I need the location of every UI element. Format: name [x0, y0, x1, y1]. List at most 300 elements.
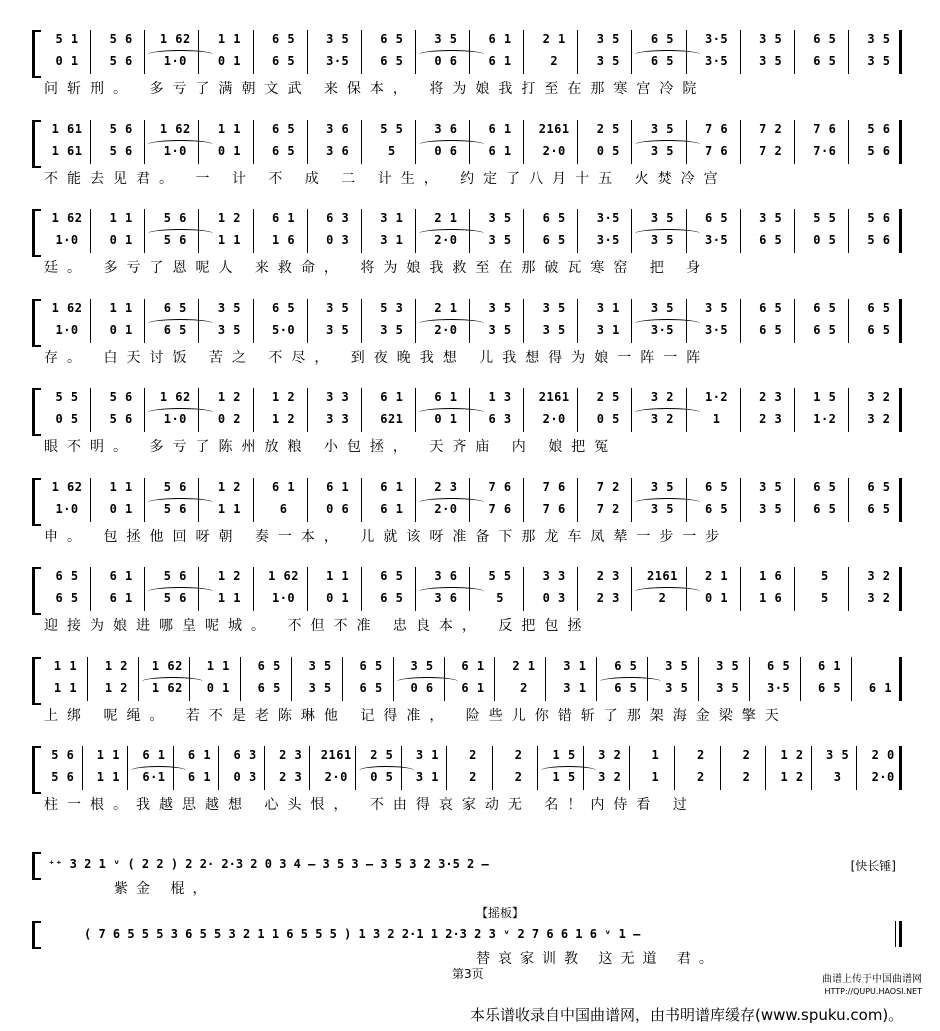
measure-notes: 7 6 [813, 121, 837, 136]
measure-notes: 3 5 [308, 658, 332, 673]
measure-notes: 3 5 [326, 322, 350, 337]
measure-notes: 6 1 [271, 211, 296, 225]
upper-voice-line [44, 390, 904, 410]
measure-notes: 7 6 [488, 479, 512, 494]
measure-notes: 6 5 [813, 32, 837, 46]
measure-notes: 1 62 [51, 300, 83, 315]
measure-notes: 3 5 [650, 211, 675, 225]
upper-voice-line [44, 569, 904, 589]
lyric-line: 问斩刑。 多亏了满朝文武 来保本， 将为娘我打至在那寒宫冷院 [44, 81, 706, 97]
measure-notes: 2·0 [434, 233, 458, 247]
measure-notes: 6 5 [767, 658, 791, 673]
measure-notes: 7 6 [542, 479, 566, 494]
measure-notes: 2 1 [434, 300, 458, 315]
measure-notes: 1·0 [163, 54, 187, 68]
measure-notes: 3 5 [665, 658, 689, 673]
measure-notes: 3 5 [217, 300, 242, 315]
measure-notes: 1 1 [109, 479, 133, 494]
measure-notes: 1 5 [552, 770, 576, 784]
measure-notes: 1 6 [759, 569, 783, 583]
measure-notes: 5 6 [867, 121, 891, 136]
measure-notes: 5 6 [109, 121, 133, 136]
measure-notes: 2161 [320, 748, 352, 762]
lyric-line: 申。 包拯他回呀朝 奏一本， 儿就该呀准备下那龙车凤辇一步一步 [44, 528, 729, 545]
upper-voice-line [44, 211, 904, 231]
measure-notes: 1 1 [217, 501, 242, 516]
measure-notes: 6·1 [142, 770, 166, 784]
measure-notes: 1·2 [813, 412, 837, 426]
measure-notes: 5 6 [109, 412, 133, 426]
measure-notes: 0 1 [109, 501, 133, 516]
measure-notes: 6 5 [271, 300, 296, 315]
measure-notes: 6 1 [488, 32, 512, 46]
measure-notes: 5 6 [51, 748, 75, 762]
source-credit: 本乐谱收录自中国曲谱网，由书明谱库缓存(www.spuku.com)。 [470, 1006, 904, 1024]
measure-notes: 7 2 [759, 121, 783, 136]
measure-notes: 2 1 [434, 211, 458, 225]
measure-notes: 3·5 [326, 54, 350, 68]
measure-notes: 1 2 [271, 412, 296, 426]
slur-mark [419, 229, 484, 238]
measure-notes: 1 [651, 748, 660, 762]
slur-mark [359, 766, 414, 775]
measure-notes: 6 5 [704, 211, 729, 225]
measure-notes: 6 3 [326, 211, 350, 225]
measure-notes: 3·5 [650, 322, 675, 337]
measure-notes: 0 1 [206, 680, 230, 695]
measure-notes: 1 2 [104, 658, 128, 673]
measure-notes: 3 6 [434, 591, 458, 605]
measure-notes: 1 62 [51, 211, 83, 225]
slur-mark [635, 140, 700, 149]
measure-notes: 5 [820, 591, 829, 605]
measure-notes: 5 6 [867, 233, 891, 247]
measure-notes: 1·0 [55, 501, 79, 516]
measure-notes: 3 5 [326, 300, 350, 315]
measure-notes: 6 5 [55, 591, 79, 605]
slur-mark [541, 766, 596, 775]
measure-notes: 2 0 [871, 748, 895, 762]
measure-notes: 3 5 [488, 322, 512, 337]
measure-notes: 1 1 [53, 658, 78, 673]
measure-notes: 6 1 [109, 591, 133, 605]
measure-notes: 3 [833, 770, 842, 784]
stamp-url: HTTP://QUPU.HAOSI.NET [824, 987, 922, 996]
measure-notes: 1 2 [217, 211, 242, 225]
measure-notes: 3·5 [704, 32, 729, 46]
measure-notes: 3 2 [598, 770, 622, 784]
slur-mark [142, 677, 203, 686]
measure-notes: 6 5 [759, 300, 783, 315]
measure-notes: 3 5 [759, 501, 783, 516]
measure-notes: 0 1 [434, 412, 458, 426]
measure-notes: 1 1 [217, 32, 242, 46]
measure-notes: 6 5 [257, 658, 281, 673]
measure-notes: 3 6 [326, 121, 350, 136]
measure-notes: 6 5 [542, 233, 566, 247]
measure-notes: 5 6 [109, 390, 133, 404]
measure-notes: 1 2 [104, 680, 128, 695]
measure-notes: 1 1 [206, 658, 230, 673]
measure-notes: 7 6 [542, 501, 566, 516]
measure-notes: 0 1 [109, 233, 133, 247]
measure-notes: 0 1 [217, 54, 242, 68]
measure-notes: 1 62 [159, 121, 191, 136]
measure-notes: 0 5 [55, 412, 79, 426]
measure-notes: 6 5 [380, 569, 404, 583]
upper-voice-line [44, 480, 904, 500]
measure-notes: 1 62 [268, 569, 300, 583]
measure-notes: 2 [469, 748, 477, 762]
measure-notes: 1 1 [326, 569, 350, 583]
measure-notes: 3 1 [415, 748, 439, 762]
measure-notes: 3 1 [596, 300, 620, 315]
measure-notes: 1 2 [780, 770, 804, 784]
measure-notes: 2161 [646, 569, 678, 583]
measure-notes: 6 5 [650, 54, 675, 68]
measure-notes: 6 5 [163, 300, 187, 315]
measure-notes: 2 [469, 770, 477, 784]
measure-notes: 1 [651, 770, 660, 784]
page-number: 第3页 [452, 967, 484, 981]
measure-notes: 6 1 [326, 479, 350, 494]
measure-notes: 6 1 [817, 658, 842, 673]
measure-notes: 2 3 [279, 770, 303, 784]
measure-notes: 3 5 [716, 658, 740, 673]
measure-notes: 1 1 [96, 770, 120, 784]
slur-mark [148, 229, 213, 238]
measure-notes: 0 1 [109, 322, 133, 337]
measure-notes: 3·5 [767, 680, 791, 695]
measure-notes: 0 5 [370, 770, 394, 784]
measure-notes: 6 5 [271, 143, 296, 158]
measure-notes: 6 1 [868, 680, 893, 695]
measure-notes: 0 3 [542, 591, 566, 605]
measure-notes: 6 1 [461, 658, 485, 673]
measure-notes: 1 1 [96, 748, 120, 762]
measure-notes: 5 [387, 143, 396, 158]
slur-mark [148, 498, 213, 507]
measure-notes: 0 1 [326, 591, 350, 605]
measure-notes: 3 3 [326, 412, 350, 426]
measure-notes: 6 3 [488, 412, 512, 426]
measure-notes: 6 5 [271, 32, 296, 46]
measure-notes: 2·0 [434, 322, 458, 337]
measure-notes: 3 5 [326, 32, 350, 46]
measure-notes: 1 2 [217, 569, 242, 583]
measure-notes: 6 5 [867, 322, 891, 337]
measure-notes: 2 3 [759, 390, 783, 404]
measure-notes: 3 2 [867, 390, 891, 404]
measure-notes: 7 2 [759, 143, 783, 158]
measure-notes: 2161 [538, 390, 570, 404]
measure-notes: 6 5 [163, 322, 187, 337]
measure-notes: 6 1 [488, 143, 512, 158]
measure-notes: 3 5 [704, 300, 729, 315]
measure-notes: 6 5 [380, 591, 404, 605]
measure-notes: 3 5 [380, 322, 404, 337]
lyric-line: 不能去见君。 一 计 不 成 二 计生， 约定了八月十五 火焚冷宫 [44, 170, 727, 187]
lyric-line: 迎接为娘进哪皇呢城。 不但不准 忠良本， 反把包拯 [44, 618, 591, 634]
measure-notes: 1 [712, 412, 721, 426]
measure-notes: 2 3 [434, 479, 458, 494]
measure-notes: 7 6 [704, 121, 729, 136]
measure-notes: 2 5 [596, 390, 620, 404]
notation-line: ( 7 6 5 5 5 3 6 5 5 3 2 1 1 6 5 5 5 ) 1 3 2 2·1 1 2·3 2 3 ᵛ 2 7 6 6 1 6 ᵛ 1 – [84, 927, 641, 941]
measure-notes: 6 1 [380, 390, 404, 404]
measure-notes: 2 1 [512, 658, 536, 673]
measure-notes: 6 1 [142, 748, 166, 762]
measure-notes: 3 5 [434, 32, 458, 46]
measure-notes: 2 5 [370, 748, 394, 762]
measure-notes: 3 5 [542, 300, 566, 315]
measure-notes: 3 5 [488, 300, 512, 315]
measure-notes: 6 1 [488, 121, 512, 136]
measure-notes: 3 1 [415, 770, 439, 784]
measure-notes: 3 6 [326, 143, 350, 158]
measure-notes: 1·0 [55, 233, 79, 247]
measure-notes: 3 2 [650, 390, 675, 404]
lyric-line: 柱一根。我越思越想 心头恨， 不由得哀家动无 名！内侍看 过 [44, 797, 696, 813]
measure-notes: 1 1 [109, 300, 133, 315]
measure-notes: 6 5 [650, 32, 675, 46]
measure-notes: 0 1 [217, 143, 242, 158]
measure-notes: 3 5 [217, 322, 242, 337]
measure-notes: 1·0 [55, 322, 79, 337]
notation-line: ⁺⁺ 3 2 1 ᵛ ( 2 2 ) 2 2· 2·3 2 0 3 4 – 3 5 3 – 3 5 3 2 3·5 2 – [48, 857, 489, 871]
measure-notes: 2·0 [434, 501, 458, 516]
measure-notes: 6 5 [359, 680, 383, 695]
measure-notes: 6 5 [867, 479, 891, 494]
measure-notes: 1 2 [217, 479, 242, 494]
lyric-line: 替哀家训教 这无道 君。 [476, 951, 721, 967]
measure-notes: 7 2 [596, 479, 620, 494]
measure-notes: 5 5 [380, 121, 404, 136]
measure-notes: 1 1 [109, 211, 133, 225]
measure-notes: 5 [496, 591, 504, 605]
stamp-text: 曲谱上传于中国曲谱网 [822, 974, 922, 985]
measure-notes: 6 [279, 501, 288, 516]
measure-notes: 0 1 [55, 54, 79, 68]
measure-notes: 1 2 [271, 390, 296, 404]
measure-notes: 3 5 [759, 211, 783, 225]
measure-notes: 1 2 [217, 390, 242, 404]
measure-notes: 6 5 [813, 300, 837, 315]
measure-notes: 3 5 [759, 32, 783, 46]
measure-notes: 7 2 [596, 501, 620, 516]
measure-notes: 3·5 [596, 233, 620, 247]
measure-notes: 3 2 [598, 748, 622, 762]
measure-notes: 5 6 [51, 770, 75, 784]
measure-notes: 6 1 [109, 569, 133, 583]
slur-mark [419, 140, 484, 149]
measure-notes: 1 3 [488, 390, 512, 404]
measure-notes: 2 [742, 748, 751, 762]
measure-notes: 1 62 [51, 479, 83, 494]
measure-notes: 3·5 [704, 233, 729, 247]
measure-notes: 2·0 [871, 770, 895, 784]
measure-notes: 5 3 [380, 300, 404, 315]
measure-notes: 3 3 [326, 390, 350, 404]
measure-notes: 0 6 [410, 680, 434, 695]
score-system [36, 746, 902, 824]
measure-notes: 6 1 [187, 748, 212, 762]
score-system [36, 209, 902, 287]
measure-notes: 3 5 [867, 32, 891, 46]
measure-notes: 6 1 [488, 54, 512, 68]
measure-notes: 0 6 [434, 143, 458, 158]
score-system [36, 299, 902, 377]
measure-notes: 5 1 [55, 32, 79, 46]
system-bracket [32, 921, 41, 949]
upper-voice-line [44, 32, 904, 52]
measure-notes: 3 5 [650, 121, 675, 136]
measure-notes: 2·0 [324, 770, 348, 784]
measure-notes: 2 [658, 591, 667, 605]
measure-notes: 5 6 [109, 54, 133, 68]
measure-notes: 3 5 [650, 143, 675, 158]
slur-mark [635, 408, 700, 417]
measure-notes: 3 5 [488, 233, 512, 247]
measure-notes: 3 5 [650, 479, 675, 494]
measure-notes: 5 6 [163, 569, 187, 583]
measure-notes: 3 1 [596, 322, 620, 337]
slur-mark [635, 50, 700, 59]
measure-notes: 0 3 [326, 233, 350, 247]
measure-notes: 3 2 [650, 412, 675, 426]
measure-notes: 0 1 [704, 591, 729, 605]
measure-notes: 0 3 [233, 770, 257, 784]
measure-notes: 1 62 [151, 658, 183, 673]
slur-mark [419, 498, 484, 507]
measure-notes: 7 6 [488, 501, 512, 516]
measure-notes: 5 6 [163, 233, 187, 247]
score-system [36, 567, 902, 645]
measure-notes: 6 5 [704, 479, 729, 494]
score-system [36, 657, 902, 735]
measure-notes: 6 5 [759, 322, 783, 337]
measure-notes: 5 6 [109, 32, 133, 46]
upper-voice-line [44, 122, 904, 142]
measure-notes: 3 5 [716, 680, 740, 695]
measure-notes: 6 5 [867, 501, 891, 516]
measure-notes: 0 6 [434, 54, 458, 68]
measure-notes: 5 6 [163, 501, 187, 516]
measure-notes: 5 6 [867, 211, 891, 225]
measure-notes: 6 5 [542, 211, 566, 225]
score-system [36, 478, 902, 556]
slur-mark [635, 319, 700, 328]
measure-notes: 2 [697, 748, 705, 762]
measure-notes: 5 5 [488, 569, 512, 583]
measure-notes: 0 5 [596, 143, 620, 158]
measure-notes: 3·5 [704, 54, 729, 68]
measure-notes: 6 5 [867, 300, 891, 315]
measure-notes: 2 [514, 770, 523, 784]
measure-notes: 2 [742, 770, 751, 784]
measure-notes: 5·0 [271, 322, 296, 337]
measure-notes: 1 62 [159, 390, 191, 404]
measure-notes: 2 [520, 680, 528, 695]
measure-notes: 6 5 [813, 54, 837, 68]
measure-notes: 1 6 [759, 591, 783, 605]
lyric-line: 紫金 棍， [114, 881, 215, 897]
measure-notes: 6 1 [187, 770, 212, 784]
system-bracket [32, 852, 41, 880]
watermark-stamp [822, 974, 922, 998]
measure-notes: 2 3 [279, 748, 303, 762]
measure-notes: 2 [697, 770, 705, 784]
measure-notes: 2·0 [542, 412, 566, 426]
measure-notes: 6 1 [271, 479, 296, 494]
measure-notes: 3 1 [563, 658, 587, 673]
score-system [36, 388, 902, 466]
measure-notes: 5 6 [163, 479, 187, 494]
measure-notes: 3 5 [650, 300, 675, 315]
slur-mark [419, 319, 484, 328]
measure-notes: 5 6 [163, 591, 187, 605]
measure-notes: 6 5 [813, 322, 837, 337]
measure-notes: 5 5 [55, 390, 79, 404]
measure-notes: 3 2 [867, 569, 891, 583]
slur-mark [635, 587, 700, 596]
measure-notes: 7·6 [813, 143, 837, 158]
measure-notes: 3 5 [650, 501, 675, 516]
measure-notes: 1·2 [704, 390, 729, 404]
measure-notes: 6 5 [380, 32, 404, 46]
measure-notes: 3 2 [867, 591, 891, 605]
upper-voice-line [44, 301, 904, 321]
measure-notes: 6 1 [434, 390, 458, 404]
measure-notes: 2 1 [704, 569, 729, 583]
measure-notes: 3 5 [867, 54, 891, 68]
measure-notes: 3 5 [542, 322, 566, 337]
measure-notes: 2 1 [542, 32, 566, 46]
measure-notes: 3 5 [488, 211, 512, 225]
measure-notes: 6 3 [233, 748, 257, 762]
slur-mark [635, 498, 700, 507]
slur-mark [419, 50, 484, 59]
measure-notes: 2 3 [596, 591, 620, 605]
measure-notes: 6 5 [359, 658, 383, 673]
measure-notes: 1 61 [51, 143, 83, 158]
measure-notes: 3·5 [596, 211, 620, 225]
measure-notes: 2 3 [759, 412, 783, 426]
measure-notes: 2 5 [596, 121, 620, 136]
measure-notes: 5 5 [813, 211, 837, 225]
measure-notes: 1 61 [51, 121, 83, 136]
measure-notes: 0 5 [813, 233, 837, 247]
measure-notes: 0 2 [217, 412, 242, 426]
slur-mark [148, 50, 213, 59]
measure-notes: 3 5 [759, 479, 783, 494]
measure-notes: 6 5 [614, 658, 638, 673]
measure-notes: 6 5 [813, 501, 837, 516]
measure-notes: 2·0 [542, 143, 566, 158]
lyric-line: 存。 白天讨饭 苦之 不尽， 到夜晚我想 儿我想得为娘一阵一阵 [44, 349, 710, 366]
measure-notes: 6 5 [257, 680, 281, 695]
score-system [36, 30, 902, 108]
measure-notes: 6 5 [380, 54, 404, 68]
measure-notes: 6 1 [461, 680, 485, 695]
slur-mark [148, 319, 213, 328]
measure-notes: 6 5 [704, 501, 729, 516]
lyric-line: 眼不明。 多亏了陈州放粮 小包拯， 天齐庙 内 娘把冤 [44, 439, 618, 455]
measure-notes: 2 3 [596, 569, 620, 583]
lyric-line: 廷。 多亏了恩呢人 来救命， 将为娘我救至在那破瓦寒窑 把 身 [44, 260, 710, 276]
upper-voice-line [44, 659, 904, 679]
measure-notes: 6 5 [271, 54, 296, 68]
